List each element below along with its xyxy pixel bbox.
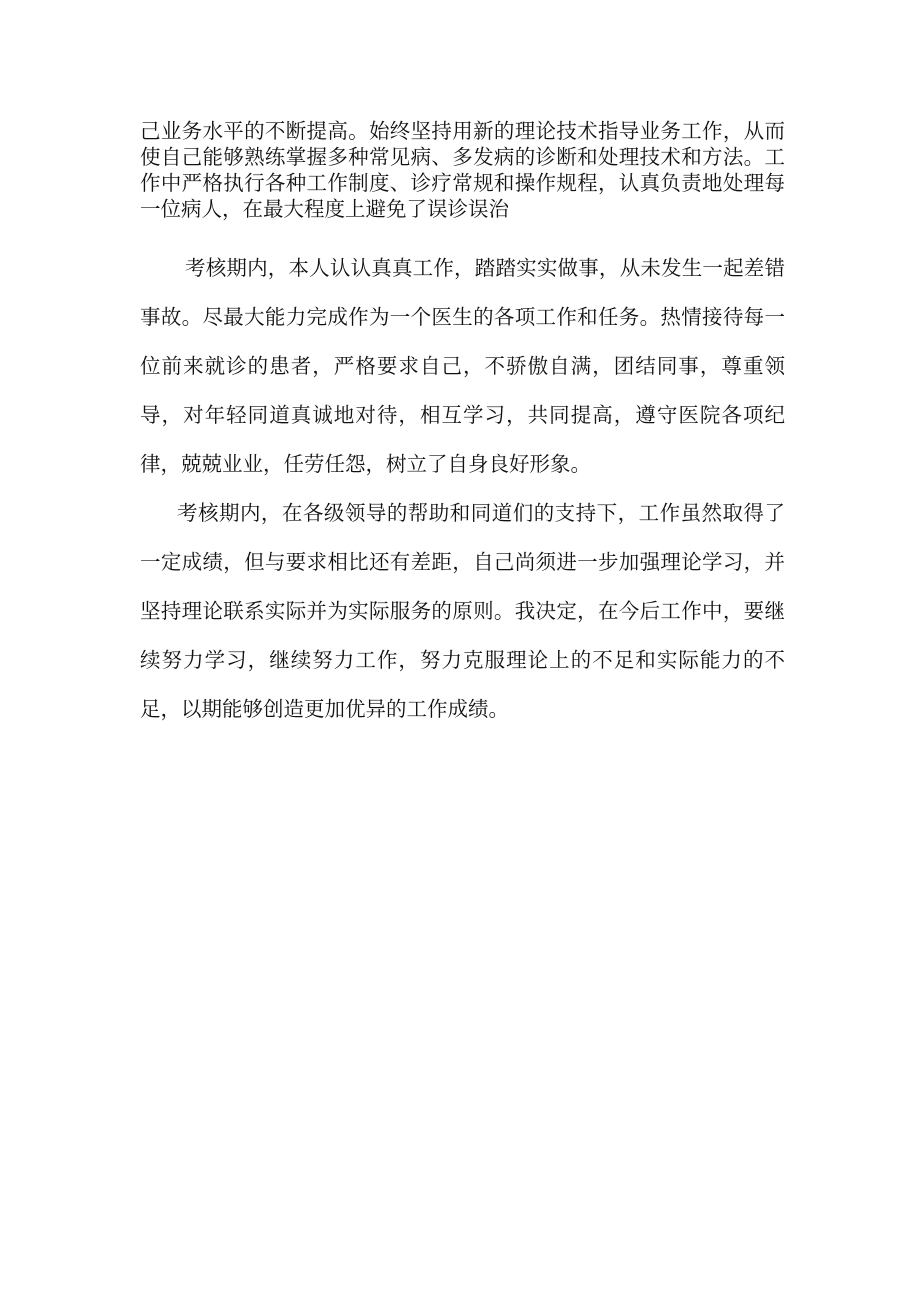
paragraph-work-skills: 己业务水平的不断提高。始终坚持用新的理论技术指导业务工作，从而使自己能够熟练掌握多种常见病、多发病的诊断和处理技术和方法。工作中严格执行各种工作制度、诊疗常规和操作规程，认真负责地处理每一位病人，在最大程度上避免了误诊误治 [140,119,785,221]
document-body [140,118,785,734]
paragraph-future-plan: 考核期内，在各级领导的帮助和同道们的支持下，工作虽然取得了一定成绩，但与要求相比还有差距，自己尚须进一步加强理论学习，并坚持理论联系实际并为实际服务的原则。我决定，在今后工作中，要继续努力学习，继续努力工作，努力克服理论上的不足和实际能力的不足，以期能够创造更加优异的工作成绩。 [140,501,785,721]
paragraph-work-attitude: 考核期内，本人认认真真工作，踏踏实实做事，从未发生一起差错事故。尽最大能力完成作为一个医生的各项工作和任务。热情接待每一位前来就诊的患者，严格要求自己，不骄傲自满，团结同事，尊重领导，对年轻同道真诚地对待，相互学习，共同提高，遵守医院各项纪律，兢兢业业，任劳任怨，树立了自身良好形象。 [140,256,785,476]
